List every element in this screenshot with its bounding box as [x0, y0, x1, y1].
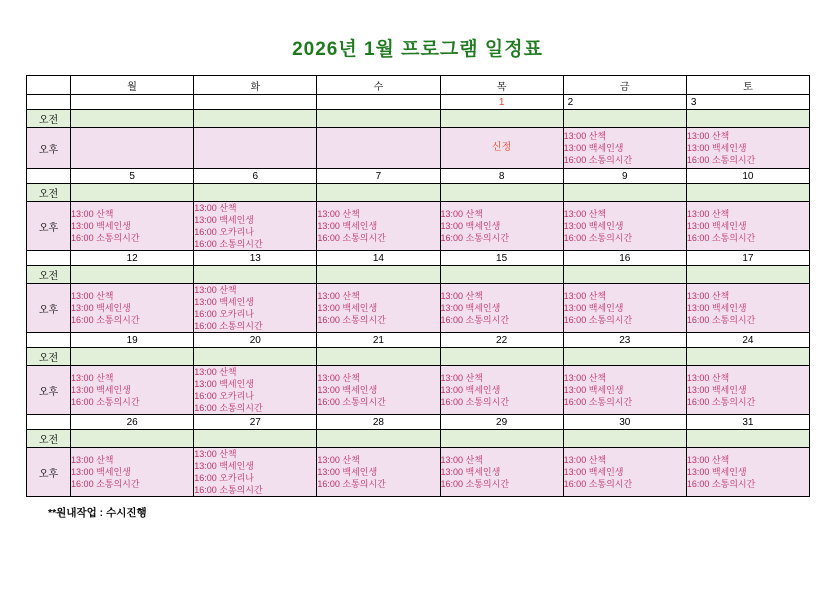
date-row — [27, 169, 810, 184]
date-cell: 20 — [194, 333, 317, 348]
schedule-entry: 13:00 백세인생 — [440, 385, 501, 395]
schedule-entry: 16:00 소통의시간 — [194, 403, 263, 413]
schedule-entry: 13:00 산책 — [317, 209, 360, 219]
schedule-entry: 13:00 백세인생 — [686, 385, 747, 395]
pm-cell — [440, 366, 563, 415]
row-label-pm: 오후 — [27, 284, 71, 333]
schedule-entry: 16:00 소통의시간 — [440, 479, 510, 489]
am-cell — [194, 430, 317, 448]
schedule-entry: 13:00 산책 — [440, 209, 483, 219]
morning-row — [27, 266, 810, 284]
date-cell: 16 — [563, 251, 686, 266]
schedule-entry: 16:00 소통의시간 — [317, 233, 386, 243]
pm-cell — [71, 448, 194, 497]
schedule-entry: 16:00 오카리나 — [194, 391, 255, 401]
schedule-entry: 13:00 산책 — [563, 373, 607, 383]
date-cell: 23 — [563, 333, 686, 348]
schedule-entry: 13:00 산책 — [317, 291, 360, 301]
row-label-am: 오전 — [27, 348, 71, 366]
afternoon-row — [27, 284, 810, 333]
schedule-entry: 13:00 백세인생 — [317, 221, 378, 231]
pm-cell — [317, 128, 440, 169]
schedule-entry: 16:00 소통의시간 — [563, 397, 633, 407]
schedule-entry: 13:00 산책 — [686, 373, 730, 383]
pm-cell — [440, 284, 563, 333]
pm-cell — [317, 202, 440, 251]
pm-cell — [563, 202, 686, 251]
schedule-entry: 13:00 산책 — [71, 291, 114, 301]
weekday-tue: 화 — [194, 76, 317, 95]
schedule-entry: 13:00 백세인생 — [71, 303, 131, 313]
am-cell — [317, 110, 440, 128]
row-label-pm: 오후 — [27, 128, 71, 169]
morning-row — [27, 348, 810, 366]
weekday-thu: 목 — [440, 76, 563, 95]
schedule-entry: 13:00 백세인생 — [686, 467, 747, 477]
date-cell — [194, 95, 317, 110]
date-row — [27, 415, 810, 430]
schedule-entry: 13:00 산책 — [317, 455, 360, 465]
row-label-am: 오전 — [27, 184, 71, 202]
schedule-entry: 13:00 백세인생 — [563, 303, 624, 313]
schedule-entry: 13:00 산책 — [686, 131, 730, 141]
am-cell — [71, 266, 194, 284]
schedule-entry: 13:00 산책 — [563, 209, 607, 219]
schedule-entry: 16:00 소통의시간 — [686, 155, 756, 165]
schedule-entry: 16:00 소통의시간 — [563, 233, 633, 243]
weekday-header-row — [27, 76, 810, 95]
am-cell — [440, 430, 563, 448]
schedule-entry: 16:00 소통의시간 — [194, 485, 263, 495]
am-cell — [686, 110, 809, 128]
date-cell: 22 — [440, 333, 563, 348]
am-cell — [440, 266, 563, 284]
date-cell: 31 — [686, 415, 809, 430]
pm-cell — [194, 366, 317, 415]
weekday-wed: 수 — [317, 76, 440, 95]
pm-cell — [194, 448, 317, 497]
schedule-entry: 16:00 소통의시간 — [686, 315, 756, 325]
schedule-entry: 16:00 소통의시간 — [194, 239, 263, 249]
afternoon-row — [27, 202, 810, 251]
calendar-body — [27, 95, 810, 497]
date-cell: 27 — [194, 415, 317, 430]
schedule-entry: 13:00 산책 — [317, 373, 360, 383]
schedule-entry: 13:00 산책 — [686, 455, 730, 465]
date-cell: 14 — [317, 251, 440, 266]
schedule-entry: 13:00 산책 — [71, 209, 114, 219]
date-cell: 19 — [71, 333, 194, 348]
am-cell — [194, 348, 317, 366]
date-cell: 2 — [563, 95, 686, 110]
weekday-fri: 금 — [563, 76, 686, 95]
schedule-entry: 13:00 산책 — [194, 203, 237, 213]
schedule-entry: 13:00 산책 — [440, 373, 483, 383]
row-label-am: 오전 — [27, 110, 71, 128]
pm-cell — [71, 284, 194, 333]
schedule-entry: 13:00 산책 — [440, 455, 483, 465]
schedule-entry: 13:00 산책 — [686, 291, 730, 301]
weekday-sat: 토 — [686, 76, 809, 95]
schedule-entry: 16:00 소통의시간 — [71, 233, 140, 243]
page-title: 2026년 1월 프로그램 일정표 — [292, 39, 543, 60]
am-cell — [194, 184, 317, 202]
schedule-entry: 16:00 소통의시간 — [440, 233, 510, 243]
schedule-entry: 13:00 백세인생 — [440, 221, 501, 231]
date-cell: 29 — [440, 415, 563, 430]
am-cell — [317, 348, 440, 366]
schedule-entry: 16:00 소통의시간 — [563, 155, 633, 165]
morning-row — [27, 110, 810, 128]
holiday-label: 신정 — [491, 142, 512, 153]
am-cell — [563, 110, 686, 128]
date-cell: 1 — [440, 95, 563, 110]
am-cell — [686, 430, 809, 448]
schedule-entry: 13:00 백세인생 — [563, 467, 624, 477]
pm-cell — [686, 448, 809, 497]
pm-cell — [563, 128, 686, 169]
date-cell — [71, 95, 194, 110]
pm-cell — [317, 366, 440, 415]
pm-cell — [194, 128, 317, 169]
pm-cell — [71, 366, 194, 415]
schedule-entry: 13:00 백세인생 — [563, 143, 624, 153]
row-label-pm: 오후 — [27, 366, 71, 415]
pm-cell — [686, 128, 809, 169]
schedule-entry: 13:00 백세인생 — [194, 297, 255, 307]
header-corner — [27, 76, 71, 95]
schedule-entry: 16:00 소통의시간 — [686, 479, 756, 489]
schedule-entry: 13:00 백세인생 — [440, 303, 501, 313]
date-cell: 24 — [686, 333, 809, 348]
weekday-mon: 월 — [71, 76, 194, 95]
am-cell — [317, 184, 440, 202]
am-cell — [563, 184, 686, 202]
am-cell — [194, 266, 317, 284]
schedule-entry: 16:00 소통의시간 — [440, 397, 510, 407]
am-cell — [563, 266, 686, 284]
date-cell: 12 — [71, 251, 194, 266]
schedule-entry: 16:00 소통의시간 — [563, 479, 633, 489]
pm-cell — [440, 448, 563, 497]
am-cell — [71, 110, 194, 128]
pm-cell — [194, 202, 317, 251]
am-cell — [194, 110, 317, 128]
row-label-pm: 오후 — [27, 448, 71, 497]
date-row-label — [27, 169, 71, 184]
schedule-entry: 13:00 백세인생 — [686, 221, 747, 231]
date-cell: 9 — [563, 169, 686, 184]
schedule-entry: 16:00 소통의시간 — [194, 321, 263, 331]
date-cell: 15 — [440, 251, 563, 266]
pm-cell — [440, 202, 563, 251]
am-cell — [686, 184, 809, 202]
am-cell — [563, 430, 686, 448]
date-cell: 8 — [440, 169, 563, 184]
schedule-entry: 16:00 소통의시간 — [71, 315, 140, 325]
row-label-am: 오전 — [27, 430, 71, 448]
am-cell — [440, 348, 563, 366]
schedule-entry: 13:00 산책 — [563, 291, 607, 301]
pm-cell — [686, 202, 809, 251]
date-row — [27, 333, 810, 348]
schedule-table — [26, 75, 810, 497]
am-cell — [71, 348, 194, 366]
date-row-label — [27, 333, 71, 348]
date-cell: 6 — [194, 169, 317, 184]
date-cell: 17 — [686, 251, 809, 266]
row-label-pm: 오후 — [27, 202, 71, 251]
schedule-entry: 16:00 소통의시간 — [317, 397, 386, 407]
schedule-entry: 13:00 산책 — [440, 291, 483, 301]
footer-note: **원내작업 : 수시진행 — [48, 507, 147, 519]
schedule-entry: 13:00 백세인생 — [686, 303, 747, 313]
schedule-entry: 13:00 백세인생 — [563, 221, 624, 231]
pm-cell — [317, 284, 440, 333]
row-label-am: 오전 — [27, 266, 71, 284]
schedule-entry: 16:00 오카리나 — [194, 309, 255, 319]
pm-cell — [194, 284, 317, 333]
date-cell: 5 — [71, 169, 194, 184]
am-cell — [440, 184, 563, 202]
date-cell: 3 — [686, 95, 809, 110]
schedule-entry: 13:00 백세인생 — [71, 221, 131, 231]
pm-cell-holiday — [440, 128, 563, 169]
schedule-entry: 16:00 소통의시간 — [317, 479, 386, 489]
schedule-entry: 13:00 백세인생 — [71, 385, 131, 395]
afternoon-row — [27, 128, 810, 169]
schedule-entry: 13:00 산책 — [71, 455, 114, 465]
schedule-entry: 13:00 산책 — [686, 209, 730, 219]
afternoon-row — [27, 448, 810, 497]
schedule-entry: 13:00 백세인생 — [317, 467, 378, 477]
schedule-entry: 13:00 산책 — [194, 449, 237, 459]
morning-row — [27, 430, 810, 448]
pm-cell — [563, 366, 686, 415]
pm-cell — [686, 366, 809, 415]
date-cell: 30 — [563, 415, 686, 430]
schedule-entry: 13:00 백세인생 — [440, 467, 501, 477]
am-cell — [686, 348, 809, 366]
pm-cell — [71, 202, 194, 251]
pm-cell — [686, 284, 809, 333]
date-row-label — [27, 251, 71, 266]
schedule-entry: 13:00 산책 — [71, 373, 114, 383]
date-cell: 10 — [686, 169, 809, 184]
schedule-entry: 13:00 백세인생 — [194, 215, 255, 225]
date-cell: 7 — [317, 169, 440, 184]
pm-cell — [71, 128, 194, 169]
date-row — [27, 251, 810, 266]
am-cell — [71, 430, 194, 448]
am-cell — [317, 266, 440, 284]
am-cell — [317, 430, 440, 448]
schedule-entry: 16:00 소통의시간 — [71, 479, 140, 489]
pm-cell — [563, 448, 686, 497]
schedule-entry: 13:00 산책 — [194, 285, 237, 295]
am-cell — [563, 348, 686, 366]
schedule-entry: 13:00 백세인생 — [194, 379, 255, 389]
date-row-label — [27, 415, 71, 430]
schedule-entry: 13:00 백세인생 — [563, 385, 624, 395]
am-cell — [686, 266, 809, 284]
date-row — [27, 95, 810, 110]
schedule-entry: 16:00 오카리나 — [194, 473, 255, 483]
schedule-entry: 13:00 백세인생 — [71, 467, 131, 477]
pm-cell — [317, 448, 440, 497]
date-row-label — [27, 95, 71, 110]
date-cell: 21 — [317, 333, 440, 348]
schedule-entry: 16:00 소통의시간 — [686, 397, 756, 407]
schedule-entry: 13:00 산책 — [563, 131, 607, 141]
morning-row — [27, 184, 810, 202]
schedule-entry: 16:00 소통의시간 — [440, 315, 510, 325]
schedule-entry: 13:00 산책 — [563, 455, 607, 465]
schedule-entry: 13:00 백세인생 — [317, 303, 378, 313]
schedule-entry: 13:00 백세인생 — [194, 461, 255, 471]
pm-cell — [563, 284, 686, 333]
schedule-entry: 16:00 오카리나 — [194, 227, 255, 237]
date-cell: 13 — [194, 251, 317, 266]
date-cell: 28 — [317, 415, 440, 430]
schedule-entry: 16:00 소통의시간 — [317, 315, 386, 325]
schedule-entry: 16:00 소통의시간 — [71, 397, 140, 407]
date-cell — [317, 95, 440, 110]
schedule-entry: 13:00 산책 — [194, 367, 237, 377]
schedule-entry: 16:00 소통의시간 — [686, 233, 756, 243]
date-cell: 26 — [71, 415, 194, 430]
schedule-entry: 16:00 소통의시간 — [563, 315, 633, 325]
am-cell — [440, 110, 563, 128]
afternoon-row — [27, 366, 810, 415]
am-cell — [71, 184, 194, 202]
schedule-entry: 13:00 백세인생 — [317, 385, 378, 395]
schedule-entry: 13:00 백세인생 — [686, 143, 747, 153]
